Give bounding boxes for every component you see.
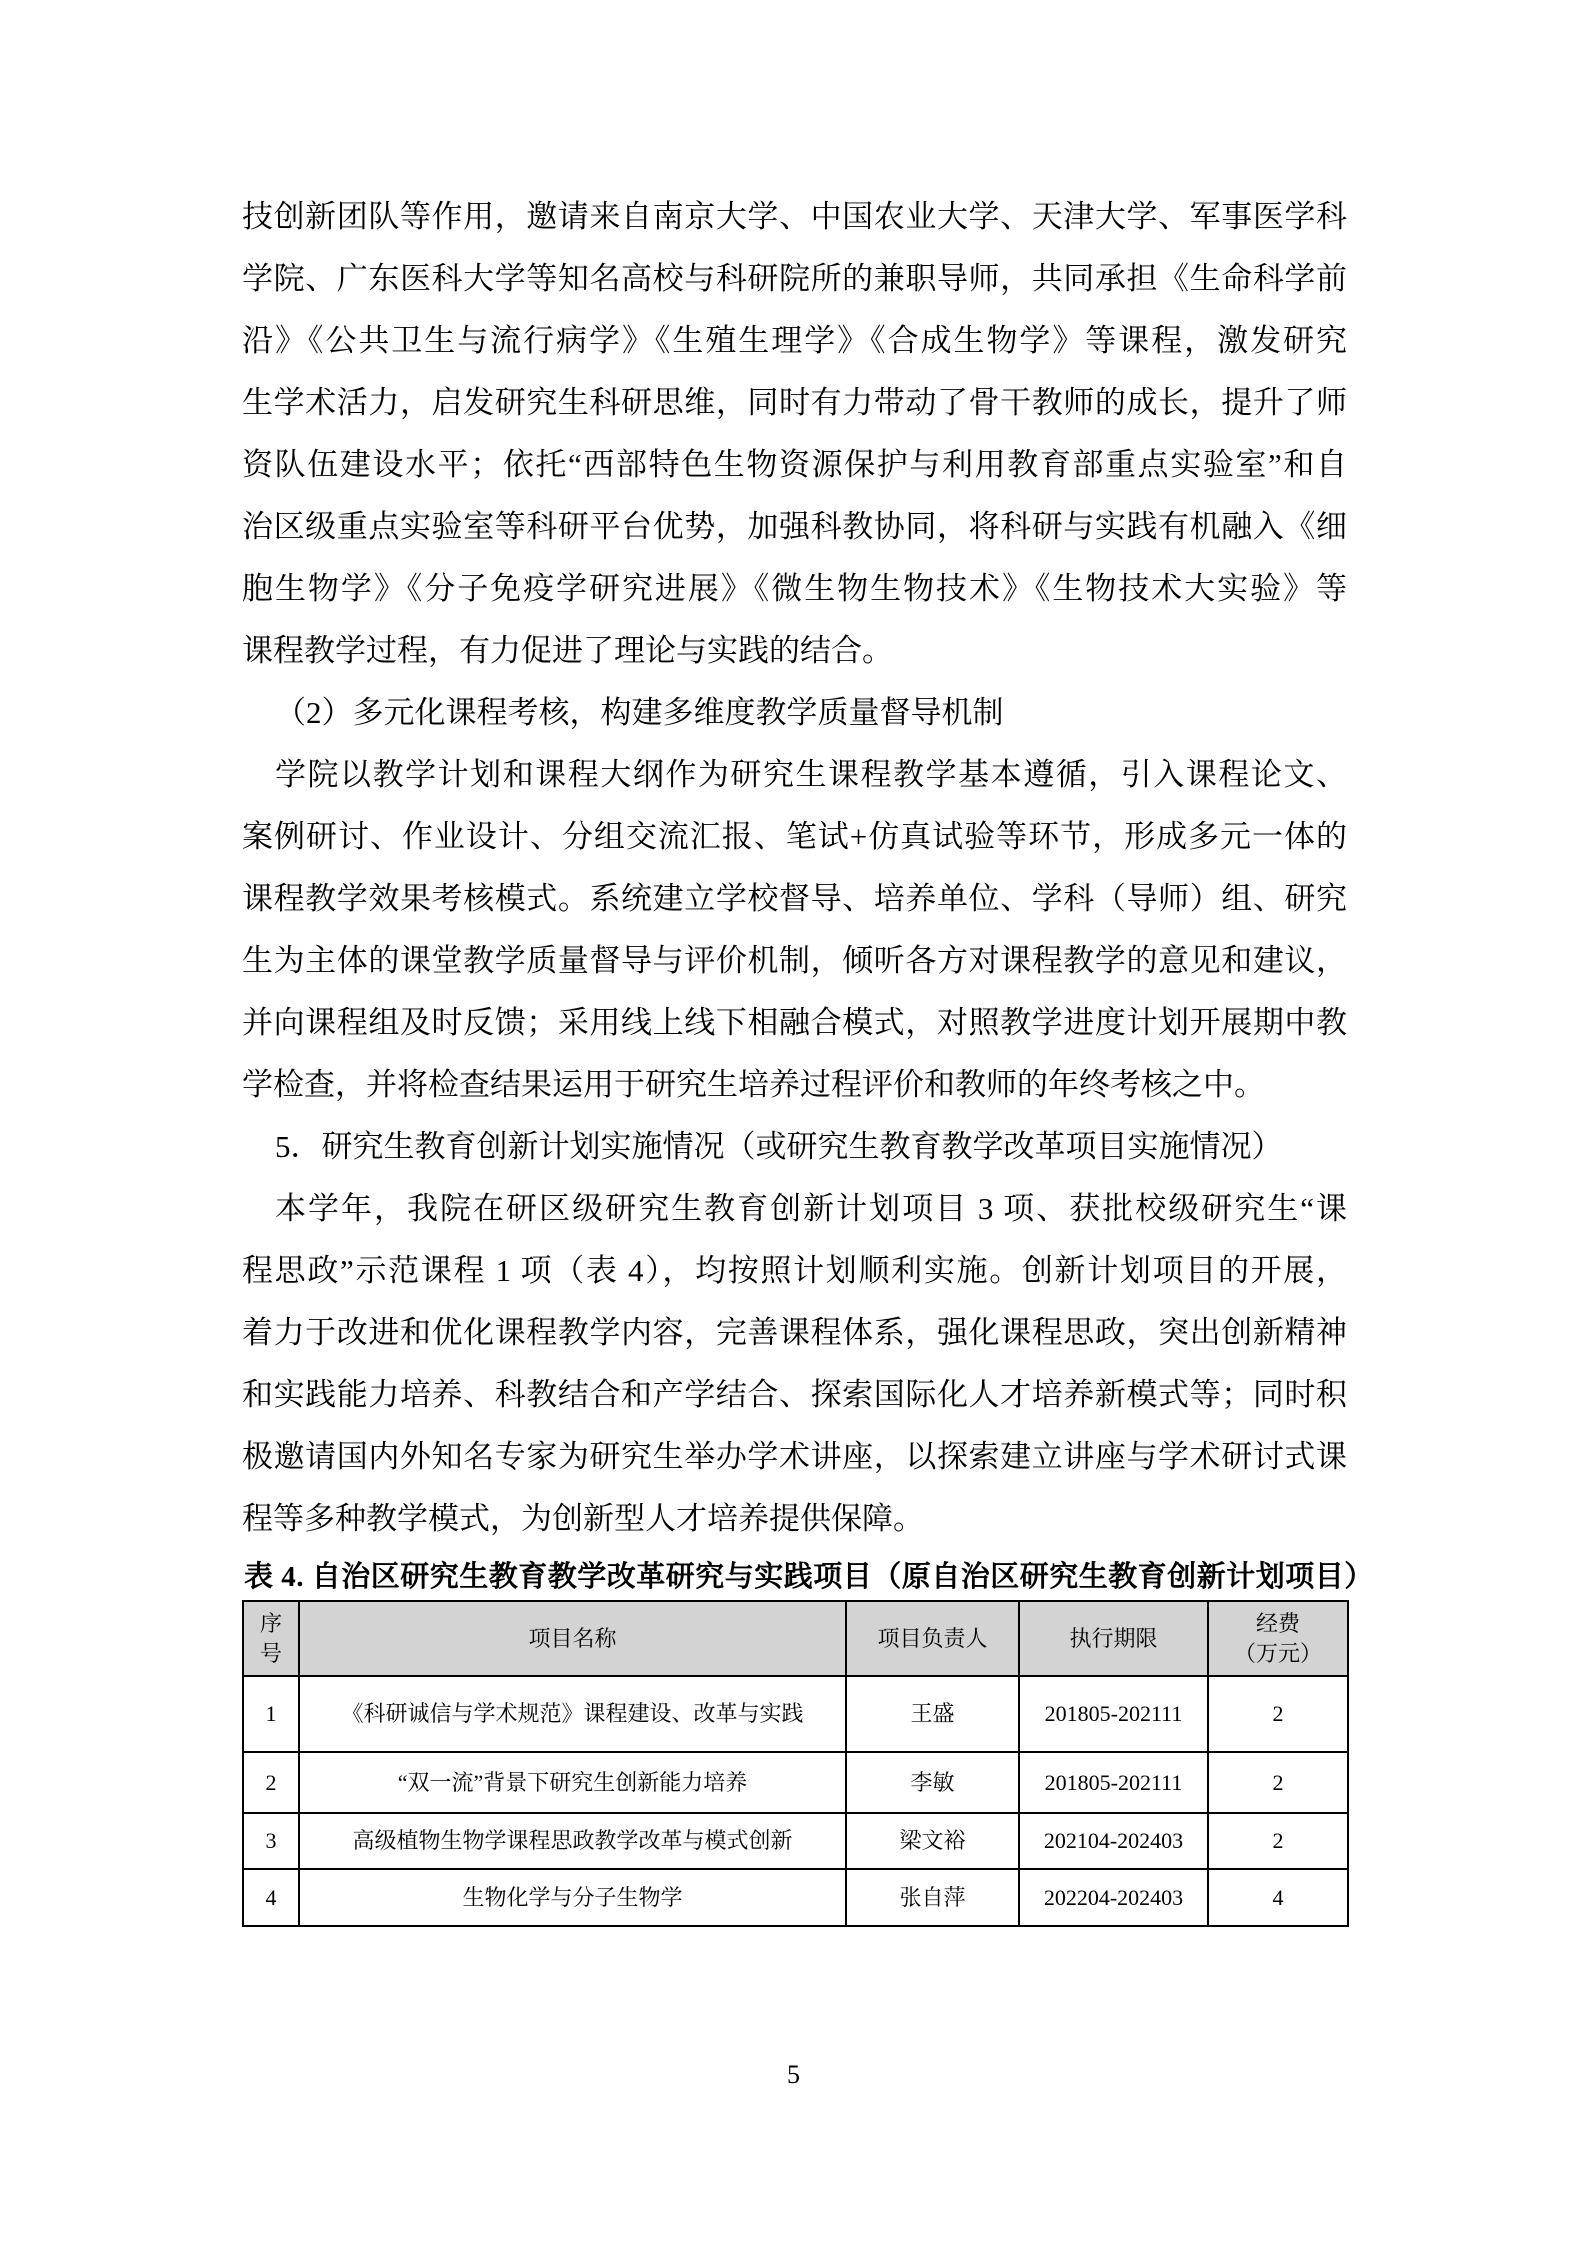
projects-table bbox=[242, 1600, 1349, 1927]
table-cell: 4 bbox=[243, 1869, 299, 1926]
table-header-cell: 序 号 bbox=[243, 1601, 299, 1676]
table-cell: 201805-202111 bbox=[1019, 1752, 1208, 1813]
body-text-line: 5．研究生教育创新计划实施情况（或研究生教育教学改革项目实施情况） bbox=[275, 1129, 1283, 1164]
body-text-line: 极邀请国内外知名专家为研究生举办学术讲座，以探索建立讲座与学术研讨式课 bbox=[242, 1439, 1347, 1474]
table-cell: 2 bbox=[1208, 1676, 1348, 1752]
body-text-line: 课程教学过程，有力促进了理论与实践的结合。 bbox=[242, 633, 893, 668]
body-text-line: 并向课程组及时反馈；采用线上线下相融合模式，对照教学进度计划开展期中教 bbox=[242, 1005, 1347, 1040]
body-text-line: 生学术活力，启发研究生科研思维，同时有力带动了骨干教师的成长，提升了师 bbox=[242, 385, 1347, 420]
body-text-line: 技创新团队等作用，邀请来自南京大学、中国农业大学、天津大学、军事医学科 bbox=[242, 199, 1347, 234]
table-cell: 4 bbox=[1208, 1869, 1348, 1926]
table-header-cell: 项目负责人 bbox=[846, 1601, 1019, 1676]
table-body bbox=[243, 1676, 1348, 1926]
table-cell: 202204-202403 bbox=[1019, 1869, 1208, 1926]
body-text-line: （2）多元化课程考核，构建多维度教学质量督导机制 bbox=[275, 695, 1004, 730]
table-cell: 李敏 bbox=[846, 1752, 1019, 1813]
table-cell: 《科研诚信与学术规范》课程建设、改革与实践 bbox=[299, 1676, 846, 1752]
body-text-line: 和实践能力培养、科教结合和产学结合、探索国际化人才培养新模式等；同时积 bbox=[242, 1377, 1347, 1412]
table-cell: 2 bbox=[1208, 1752, 1348, 1813]
body-text-line: 生为主体的课堂教学质量督导与评价机制，倾听各方对课程教学的意见和建议， bbox=[242, 943, 1347, 978]
table-header-cell: 执行期限 bbox=[1019, 1601, 1208, 1676]
table-row bbox=[243, 1752, 1348, 1813]
body-text-line: 资队伍建设水平；依托“西部特色生物资源保护与利用教育部重点实验室”和自 bbox=[242, 447, 1347, 482]
table-caption: 表 4. 自治区研究生教育教学改革研究与实践项目（原自治区研究生教育创新计划项目） bbox=[244, 1561, 1374, 1593]
table-cell: “双一流”背景下研究生创新能力培养 bbox=[299, 1752, 846, 1813]
body-text-line: 治区级重点实验室等科研平台优势，加强科教协同，将科研与实践有机融入《细 bbox=[242, 509, 1347, 544]
table-cell: 张自萍 bbox=[846, 1869, 1019, 1926]
table-cell: 201805-202111 bbox=[1019, 1676, 1208, 1752]
body-text-line: 案例研讨、作业设计、分组交流汇报、笔试+仿真试验等环节，形成多元一体的 bbox=[242, 819, 1347, 854]
body-text bbox=[242, 186, 1347, 1550]
table-header-cell: 项目名称 bbox=[299, 1601, 846, 1676]
table-cell: 生物化学与分子生物学 bbox=[299, 1869, 846, 1926]
table-cell: 王盛 bbox=[846, 1676, 1019, 1752]
body-text-line: 胞生物学》《分子免疫学研究进展》《微生物生物技术》《生物技术大实验》等 bbox=[242, 571, 1347, 606]
body-text-line: 沿》《公共卫生与流行病学》《生殖生理学》《合成生物学》等课程，激发研究 bbox=[242, 323, 1347, 358]
body-text-line: 学院以教学计划和课程大纲作为研究生课程教学基本遵循，引入课程论文、 bbox=[275, 757, 1347, 792]
body-text-line: 着力于改进和优化课程教学内容，完善课程体系，强化课程思政，突出创新精神 bbox=[242, 1315, 1347, 1350]
table-cell: 高级植物生物学课程思政教学改革与模式创新 bbox=[299, 1813, 846, 1869]
body-text-line: 程等多种教学模式，为创新型人才培养提供保障。 bbox=[242, 1501, 924, 1536]
table-header-row bbox=[243, 1601, 1348, 1676]
body-text-line: 程思政”示范课程 1 项（表 4），均按照计划顺利实施。创新计划项目的开展， bbox=[242, 1253, 1347, 1288]
table-cell: 2 bbox=[243, 1752, 299, 1813]
body-text-line: 学检查，并将检查结果运用于研究生培养过程评价和教师的年终考核之中。 bbox=[242, 1067, 1265, 1102]
table-cell: 3 bbox=[243, 1813, 299, 1869]
body-text-line: 学院、广东医科大学等知名高校与科研院所的兼职导师，共同承担《生命科学前 bbox=[242, 261, 1347, 296]
table-cell: 2 bbox=[1208, 1813, 1348, 1869]
page-number: 5 bbox=[787, 2060, 800, 2089]
body-text-line: 本学年，我院在研区级研究生教育创新计划项目 3 项、获批校级研究生“课 bbox=[275, 1191, 1347, 1226]
body-text-line: 课程教学效果考核模式。系统建立学校督导、培养单位、学科（导师）组、研究 bbox=[242, 881, 1347, 916]
table-row bbox=[243, 1676, 1348, 1752]
table-row bbox=[243, 1869, 1348, 1926]
table-cell: 梁文裕 bbox=[846, 1813, 1019, 1869]
table-cell: 1 bbox=[243, 1676, 299, 1752]
table-row bbox=[243, 1813, 1348, 1869]
table-cell: 202104-202403 bbox=[1019, 1813, 1208, 1869]
table-header-cell: 经费 （万元） bbox=[1208, 1601, 1348, 1676]
